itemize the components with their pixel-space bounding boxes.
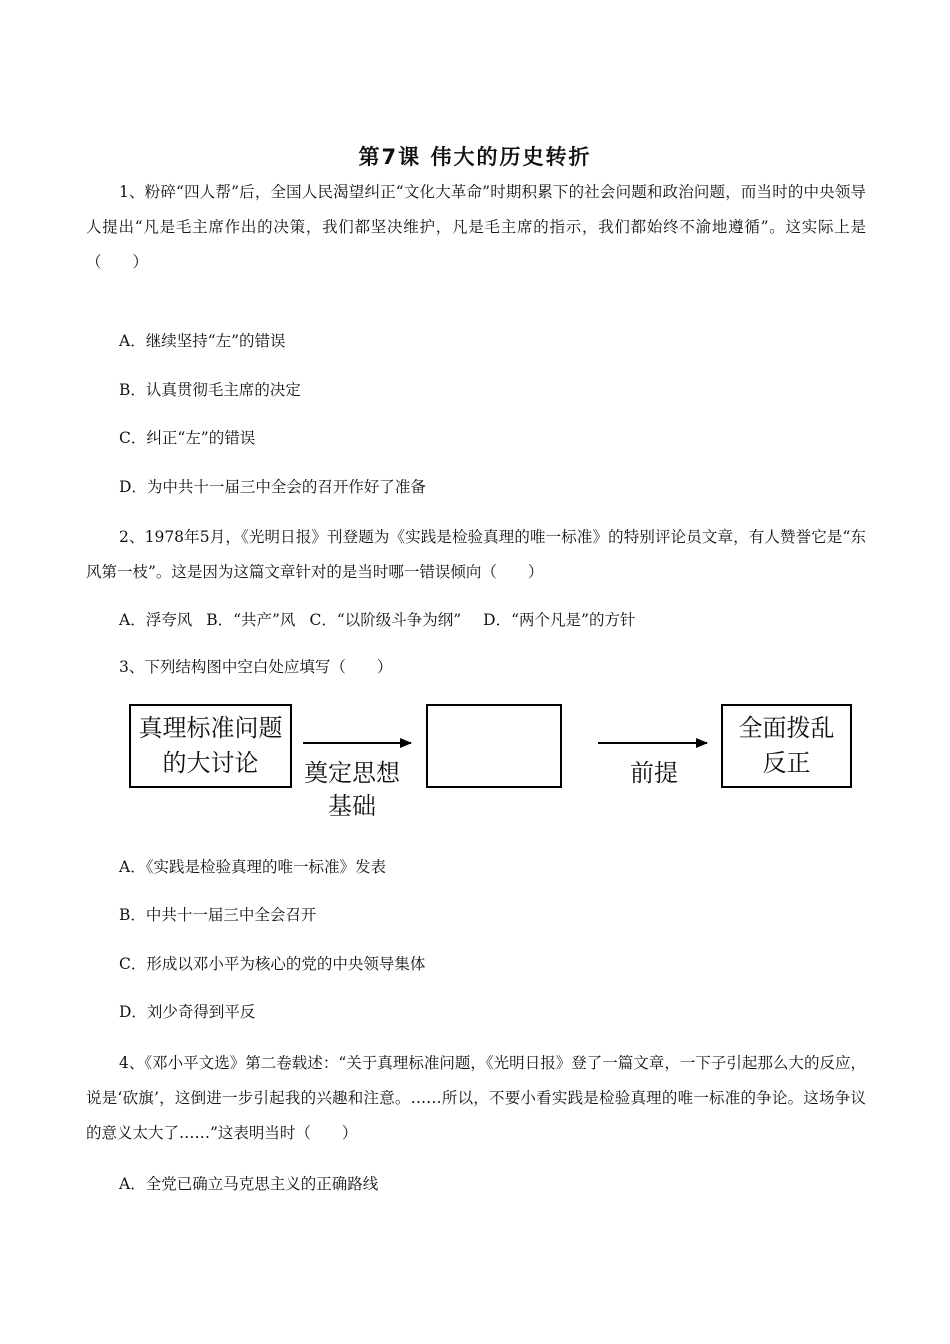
question-1-option-c[interactable]: C．纠正“左”的错误 [119, 429, 256, 447]
page-title: 第7课 伟大的历史转折 [358, 145, 592, 169]
question-4-stem: 4、《邓小平文选》第二卷载述：“关于真理标准问题，《光明日报》登了一篇文章，一下子引起那么大的反应，说是‘砍旗’，这倒进一步引起我的兴趣和注意。……所以，不要小看实践是检验真理的唯一标准的争论。这场争议的意义太大了……”这表明当时（ ） [86, 1054, 866, 1142]
question-2-option-b[interactable]: B．“共产”风 [206, 611, 296, 629]
question-3-option-c[interactable]: C．形成以邓小平为核心的党的中央领导集体 [119, 955, 426, 973]
diagram-box-correction [721, 704, 852, 788]
question-4-option-a[interactable]: A．全党已确立马克思主义的正确路线 [119, 1175, 379, 1193]
diagram-box-blank [426, 704, 562, 788]
diagram-box-correction-text: 全面拨乱反正 [738, 714, 835, 777]
diagram-label-premise: 前提 [630, 759, 678, 787]
diagram-box-truth-debate [129, 704, 292, 788]
question-3-stem: 3、下列结构图中空白处应填写（ ） [119, 658, 393, 676]
diagram-box-truth-debate-text: 真理标准问题的大讨论 [138, 714, 283, 777]
question-3-option-a[interactable]: A．《实践是检验真理的唯一标准》发表 [119, 858, 386, 876]
question-2-option-a[interactable]: A．浮夸风 [119, 611, 193, 629]
question-2-option-d[interactable]: D．“两个凡是”的方针 [483, 611, 636, 629]
diagram-label-foundation: 奠定思想基础 [304, 759, 400, 820]
question-2-options [119, 610, 635, 630]
question-2-stem: 2、1978年5月，《光明日报》刊登题为《实践是检验真理的唯一标准》的特别评论员文章，有人赞誉它是“东风第一枝”。这是因为这篇文章针对的是当时哪一错误倾向（ ） [86, 528, 866, 581]
question-1-option-a[interactable]: A．继续坚持“左”的错误 [119, 332, 286, 350]
question-3-option-b[interactable]: B．中共十一届三中全会召开 [119, 906, 317, 924]
question-3-option-d[interactable]: D．刘少奇得到平反 [119, 1003, 256, 1021]
question-1-stem: 1、粉碎“四人帮”后，全国人民渴望纠正“文化大革命”时期积累下的社会问题和政治问题，而当时的中央领导人提出“凡是毛主席作出的决策，我们都坚决维护，凡是毛主席的指示，我们都始终不渝地遵循”。这实际上是（ ） [86, 183, 866, 271]
question-2-option-c[interactable]: C．“以阶级斗争为纲” [309, 611, 462, 629]
question-1-option-d[interactable]: D．为中共十一届三中全会的召开作好了准备 [119, 478, 426, 496]
question-1-option-b[interactable]: B．认真贯彻毛主席的决定 [119, 381, 301, 399]
